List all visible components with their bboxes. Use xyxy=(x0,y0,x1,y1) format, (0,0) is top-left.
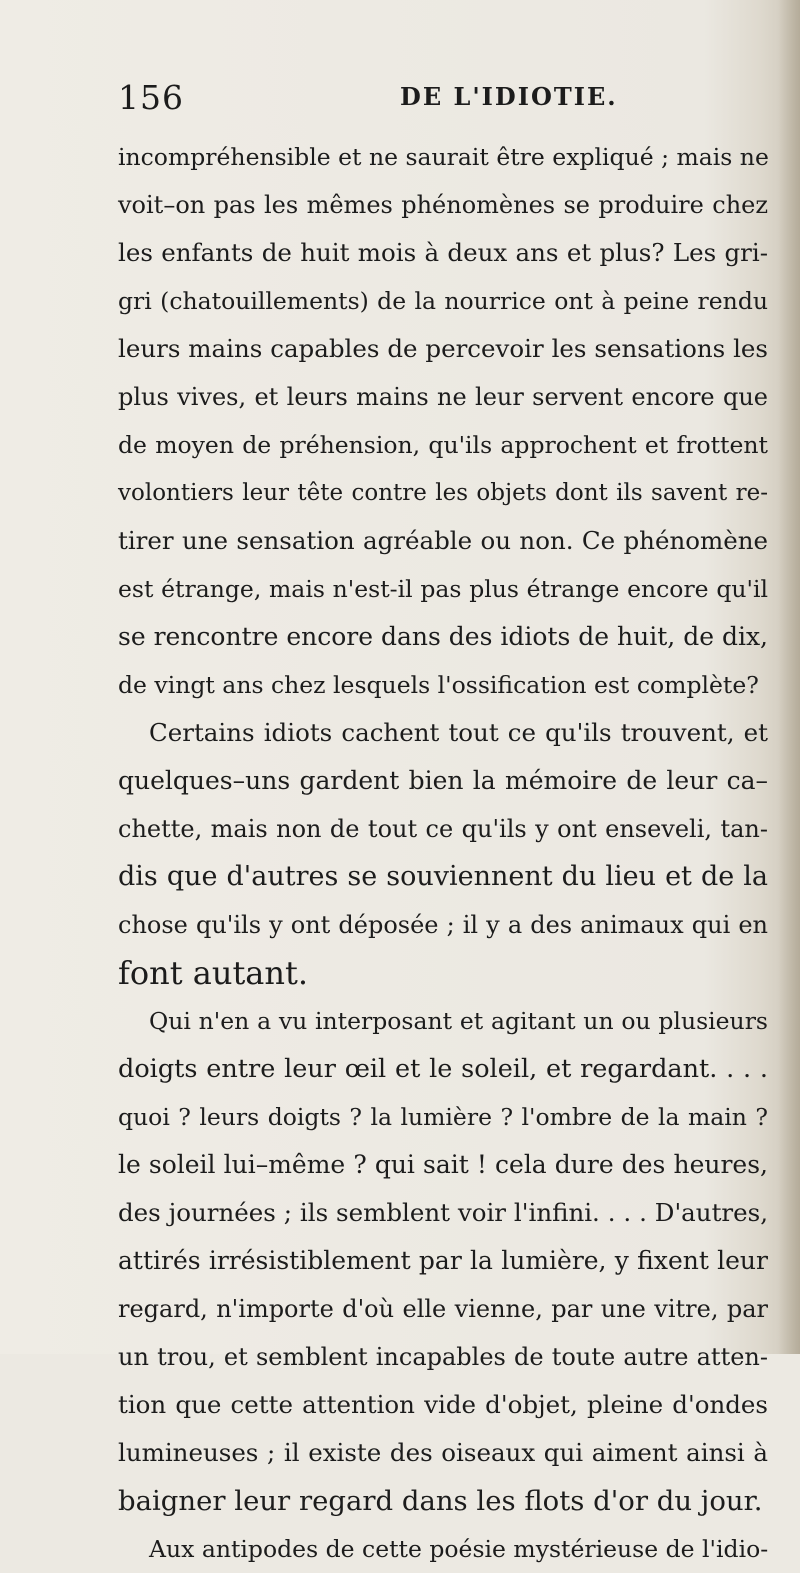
paragraph-start-line: Certains idiots cachent tout ce qu'ils trouvent, et xyxy=(149,718,768,747)
text-line: gri (chatouillements) de la nourrice ont à peine rendu xyxy=(118,287,768,315)
text-line: voit–on pas les mêmes phénomènes se produire chez xyxy=(118,191,768,219)
text-line: baigner leur regard dans les flots d'or du jour. xyxy=(118,1485,763,1517)
text-line: quelques–uns gardent bien la mémoire de leur ca– xyxy=(118,766,768,795)
text-line: dis que d'autres se souviennent du lieu et de la xyxy=(118,861,768,892)
text-line: regard, n'importe d'où elle vienne, par une vitre, par xyxy=(118,1295,768,1323)
text-line: chose qu'ils y ont déposée ; il y a des animaux qui en xyxy=(118,911,768,939)
text-line: font autant. xyxy=(118,954,309,992)
text-line: tion que cette attention vide d'objet, pleine d'ondes xyxy=(118,1390,768,1419)
text-line: tirer une sensation agréable ou non. Ce phénomène xyxy=(118,526,768,555)
text-line: volontiers leur tête contre les objets dont ils savent re- xyxy=(118,480,768,506)
paragraph-start-line: Aux antipodes de cette poésie mystérieuse de l'idio- xyxy=(149,1535,769,1563)
text-line: un trou, et semblent incapables de toute autre atten- xyxy=(118,1343,768,1371)
text-line: incompréhensible et ne saurait être expliqué ; mais ne xyxy=(118,143,769,171)
text-line: chette, mais non de tout ce qu'ils y ont enseveli, tan- xyxy=(118,815,768,843)
paragraph-start-line: Qui n'en a vu interposant et agitant un ou plusieurs xyxy=(149,1007,768,1035)
text-line: attirés irrésistiblement par la lumière, y fixent leur xyxy=(118,1246,768,1275)
text-line: doigts entre leur œil et le soleil, et regardant. . . . xyxy=(118,1054,768,1084)
text-line: quoi ? leurs doigts ? la lumière ? l'ombre de la main ? xyxy=(118,1103,768,1131)
text-line: de moyen de préhension, qu'ils approchent et frottent xyxy=(118,431,768,459)
text-line: leurs mains capables de percevoir les sensations les xyxy=(118,334,768,363)
text-line: plus vives, et leurs mains ne leur servent encore que xyxy=(118,383,768,411)
text-line: se rencontre encore dans des idiots de huit, de dix, xyxy=(118,622,768,651)
body-text xyxy=(118,133,768,1573)
page-number: 156 xyxy=(118,78,184,117)
text-line: des journées ; ils semblent voir l'infini. . . . D'autres, xyxy=(118,1198,768,1227)
running-title: DE L'IDIOTIE. xyxy=(400,82,618,111)
text-line: de vingt ans chez lesquels l'ossification est complète? xyxy=(118,671,759,699)
text-line: est étrange, mais n'est-il pas plus étrange encore qu'il xyxy=(118,575,768,603)
page-edge-shadow xyxy=(778,0,800,1354)
text-line: les enfants de huit mois à deux ans et plus? Les gri- xyxy=(118,238,768,267)
text-line: lumineuses ; il existe des oiseaux qui aiment ainsi à xyxy=(118,1438,768,1467)
running-header xyxy=(118,78,658,118)
text-line: le soleil lui–même ? qui sait ! cela dure des heures, xyxy=(118,1150,768,1179)
